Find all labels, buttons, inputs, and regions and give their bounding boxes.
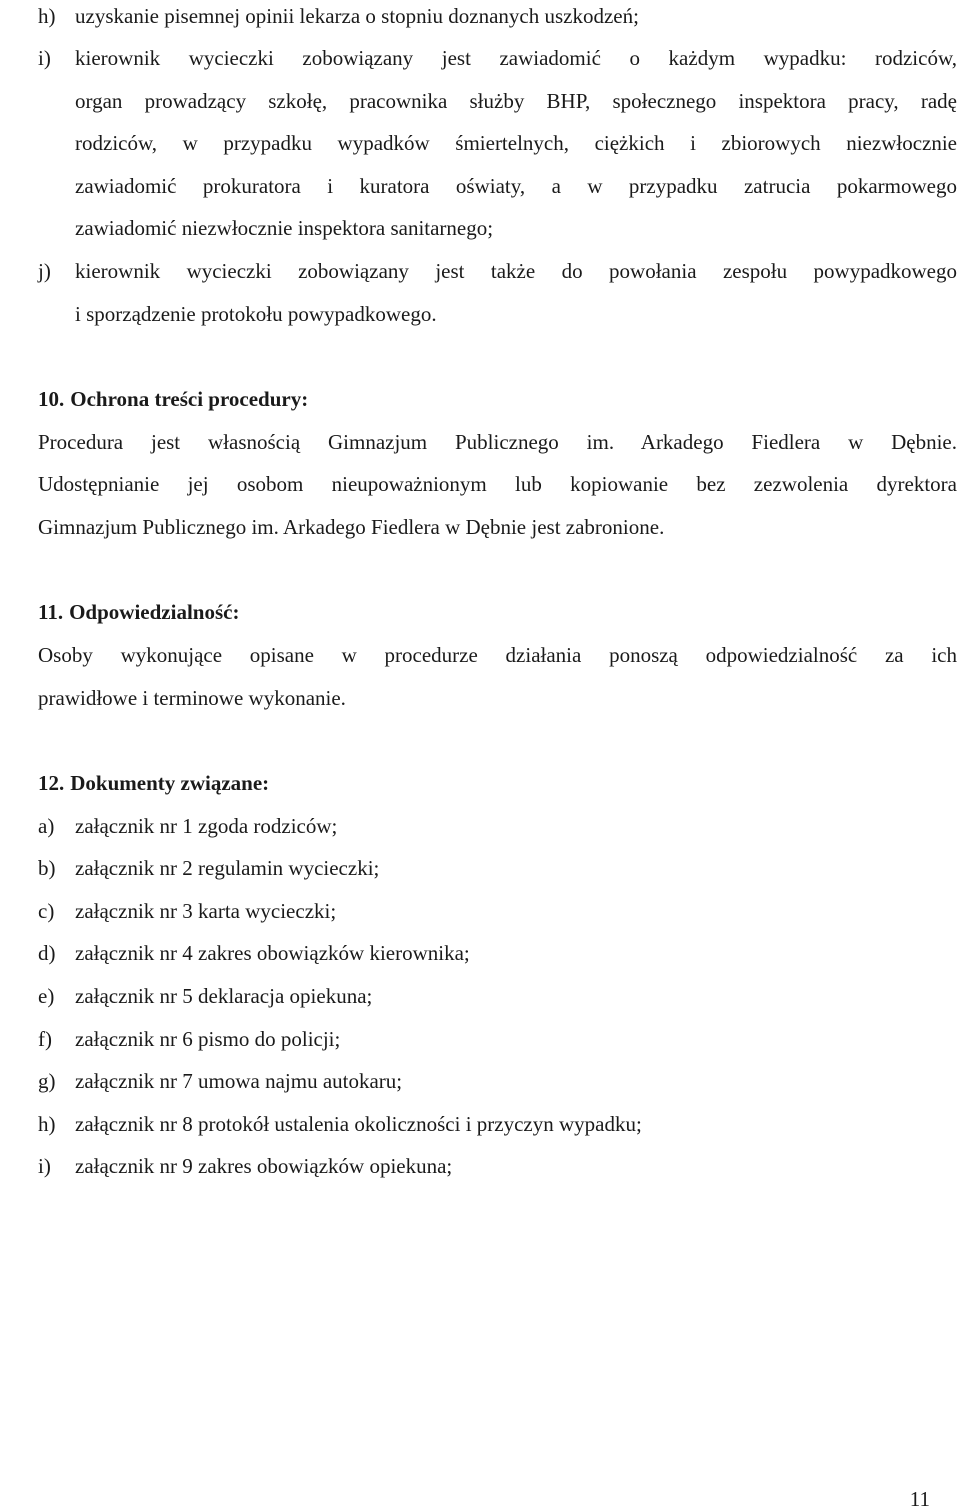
attachment-item: załącznik nr 1 zgoda rodziców; (75, 814, 338, 838)
list-marker: g) (38, 1069, 56, 1093)
list-marker: a) (38, 814, 55, 838)
section-title: Odpowiedzialność: (69, 600, 240, 624)
attachment-item: załącznik nr 2 regulamin wycieczki; (75, 856, 380, 880)
section-number: 12. (38, 771, 65, 795)
section-number: 11. (38, 600, 64, 624)
list-item-text: organ prowadzący szkołę, pracownika służby BHP, społecznego inspektora pracy, radę (75, 89, 957, 113)
attachment-item: załącznik nr 3 karta wycieczki; (75, 899, 337, 923)
list-item-text: kierownik wycieczki zobowiązany jest także do powołania zespołu powypadkowego (75, 259, 957, 283)
paragraph-line: Osoby wykonujące opisane w procedurze działania ponoszą odpowiedzialność za ich (38, 643, 957, 667)
page-number: 11 (909, 1487, 930, 1511)
list-item-text: kierownik wycieczki zobowiązany jest zawiadomić o każdym wypadku: rodziców, (75, 46, 957, 70)
list-item-text: rodziców, w przypadku wypadków śmiertelnych, ciężkich i zbiorowych niezwłocznie (75, 131, 957, 155)
paragraph-line: Udostępnianie jej osobom nieupoważnionym lub kopiowanie bez zezwolenia dyrektora (38, 472, 957, 496)
paragraph-line: Gimnazjum Publicznego im. Arkadego Fiedlera w Dębnie jest zabronione. (38, 515, 665, 539)
paragraph-line: Procedura jest własnością Gimnazjum Publicznego im. Arkadego Fiedlera w Dębnie. (38, 430, 957, 454)
list-marker: c) (38, 899, 55, 923)
list-item-text: i sporządzenie protokołu powypadkowego. (75, 302, 437, 326)
paragraph-line: prawidłowe i terminowe wykonanie. (38, 686, 346, 710)
attachment-item: załącznik nr 5 deklaracja opiekuna; (75, 984, 373, 1008)
list-marker: e) (38, 984, 55, 1008)
section-heading (38, 386, 308, 412)
section-title: Dokumenty związane: (70, 771, 270, 795)
list-marker: h) (38, 1112, 56, 1136)
list-marker: f) (38, 1027, 52, 1051)
attachment-item: załącznik nr 6 pismo do policji; (75, 1027, 341, 1051)
list-item-text: zawiadomić prokuratora i kuratora oświaty, a w przypadku zatrucia pokarmowego (75, 174, 957, 198)
attachment-item: załącznik nr 9 zakres obowiązków opiekuna; (75, 1154, 453, 1178)
attachment-item: załącznik nr 4 zakres obowiązków kierownika; (75, 941, 470, 965)
list-marker: d) (38, 941, 56, 965)
list-marker: i) (38, 1154, 51, 1178)
section-number: 10. (38, 387, 65, 411)
list-item-text: uzyskanie pisemnej opinii lekarza o stopniu doznanych uszkodzeń; (75, 4, 639, 28)
attachment-item: załącznik nr 7 umowa najmu autokaru; (75, 1069, 403, 1093)
list-marker: i) (38, 46, 51, 70)
list-marker: b) (38, 856, 56, 880)
section-title: Ochrona treści procedury: (70, 387, 309, 411)
list-marker: j) (38, 259, 51, 283)
section-heading (38, 770, 269, 796)
list-item-text: zawiadomić niezwłocznie inspektora sanitarnego; (75, 216, 494, 240)
attachment-item: załącznik nr 8 protokół ustalenia okoliczności i przyczyn wypadku; (75, 1112, 642, 1136)
list-marker: h) (38, 4, 56, 28)
section-heading (38, 599, 239, 625)
